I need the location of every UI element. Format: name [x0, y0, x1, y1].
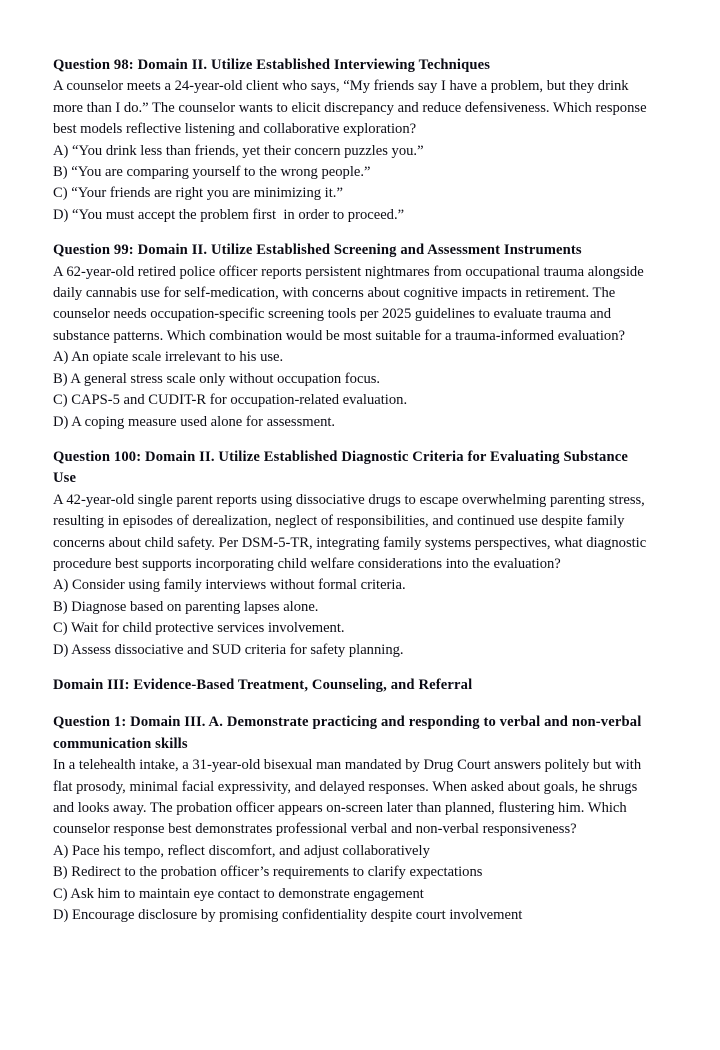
answer-options — [53, 841, 648, 927]
answer-option[interactable]: A) An opiate scale irrelevant to his use. — [53, 349, 284, 366]
question-block — [53, 55, 651, 226]
answer-option[interactable]: B) “You are comparing yourself to the wrong people.” — [53, 164, 371, 181]
question-heading: Question 98: Domain II. Utilize Established Interviewing Techniques — [53, 57, 491, 73]
answer-option[interactable]: B) Diagnose based on parenting lapses alone. — [53, 598, 319, 615]
answer-option[interactable]: B) Redirect to the probation officer’s requirements to clarify expectations — [53, 864, 483, 881]
answer-options — [53, 575, 648, 661]
answer-option[interactable]: D) Assess dissociative and SUD criteria for safety planning. — [53, 641, 404, 658]
answer-option[interactable]: D) Encourage disclosure by promising confidentiality despite court involvement — [53, 907, 523, 924]
question-heading: Question 100: Domain II. Utilize Established Diagnostic Criteria for Evaluating Substance Use — [53, 448, 629, 487]
answer-option[interactable]: B) A general stress scale only without occupation focus. — [53, 370, 381, 387]
answer-option[interactable]: A) Consider using family interviews without formal criteria. — [53, 577, 406, 594]
answer-options — [53, 347, 648, 433]
answer-option[interactable]: C) CAPS-5 and CUDIT-R for occupation-related evaluation. — [53, 392, 408, 409]
question-block — [53, 712, 648, 926]
answer-option[interactable]: A) Pace his tempo, reflect discomfort, and adjust collaboratively — [53, 842, 430, 859]
question-stem: A counselor meets a 24-year-old client who says, “My friends say I have a problem, but they drink more than I do.” The counselor wants to elicit discrepancy and reduce defensiveness. Which response best models reflective listening and collaborative exploration? — [53, 78, 651, 138]
question-block — [53, 240, 648, 433]
document-content — [53, 55, 651, 926]
domain-heading: Domain III: Evidence-Based Treatment, Counseling, and Referral — [53, 676, 473, 693]
answer-option[interactable]: C) Wait for child protective services involvement. — [53, 620, 345, 637]
answer-option[interactable]: C) “Your friends are right you are minimizing it.” — [53, 185, 343, 202]
question-heading: Question 99: Domain II. Utilize Established Screening and Assessment Instruments — [53, 242, 582, 259]
question-heading: Question 1: Domain III. A. Demonstrate practicing and responding to verbal and non-verbal communication skills — [53, 714, 642, 752]
answer-option[interactable]: D) A coping measure used alone for assessment. — [53, 413, 336, 430]
answer-option[interactable]: A) “You drink less than friends, yet their concern puzzles you.” — [53, 142, 424, 159]
question-block — [53, 447, 648, 661]
question-stem: In a telehealth intake, a 31-year-old bisexual man mandated by Drug Court answers politely but with flat prosody, minimal facial expressivity, and delayed responses. When asked about goals, he shrugs and looks away. The probation officer appears on-screen later than planned, flustering him. Which counselor response best demonstrates professional verbal and non-verbal responsiveness? — [53, 757, 645, 838]
question-stem: A 62-year-old retired police officer reports persistent nightmares from occupational trauma alongside daily cannabis use for self-medication, with concerns about cognitive impacts in retirement. The counselor needs occupation-specific screening tools per 2025 guidelines to evaluate trauma and substance patterns. Which combination would be most suitable for a trauma-informed evaluation? — [53, 263, 648, 344]
answer-options — [53, 141, 648, 227]
answer-option[interactable]: D) “You must accept the problem first in order to proceed.” — [53, 206, 405, 223]
answer-option[interactable]: C) Ask him to maintain eye contact to demonstrate engagement — [53, 885, 424, 902]
question-stem: A 42-year-old single parent reports using dissociative drugs to escape overwhelming parenting stress, resulting in episodes of derealization, neglect of responsibilities, and continued use despite family concerns about child safety. Per DSM-5-TR, integrating family systems perspectives, what diagnostic procedure best supports incorporating child welfare considerations into the evaluation? — [53, 491, 650, 572]
